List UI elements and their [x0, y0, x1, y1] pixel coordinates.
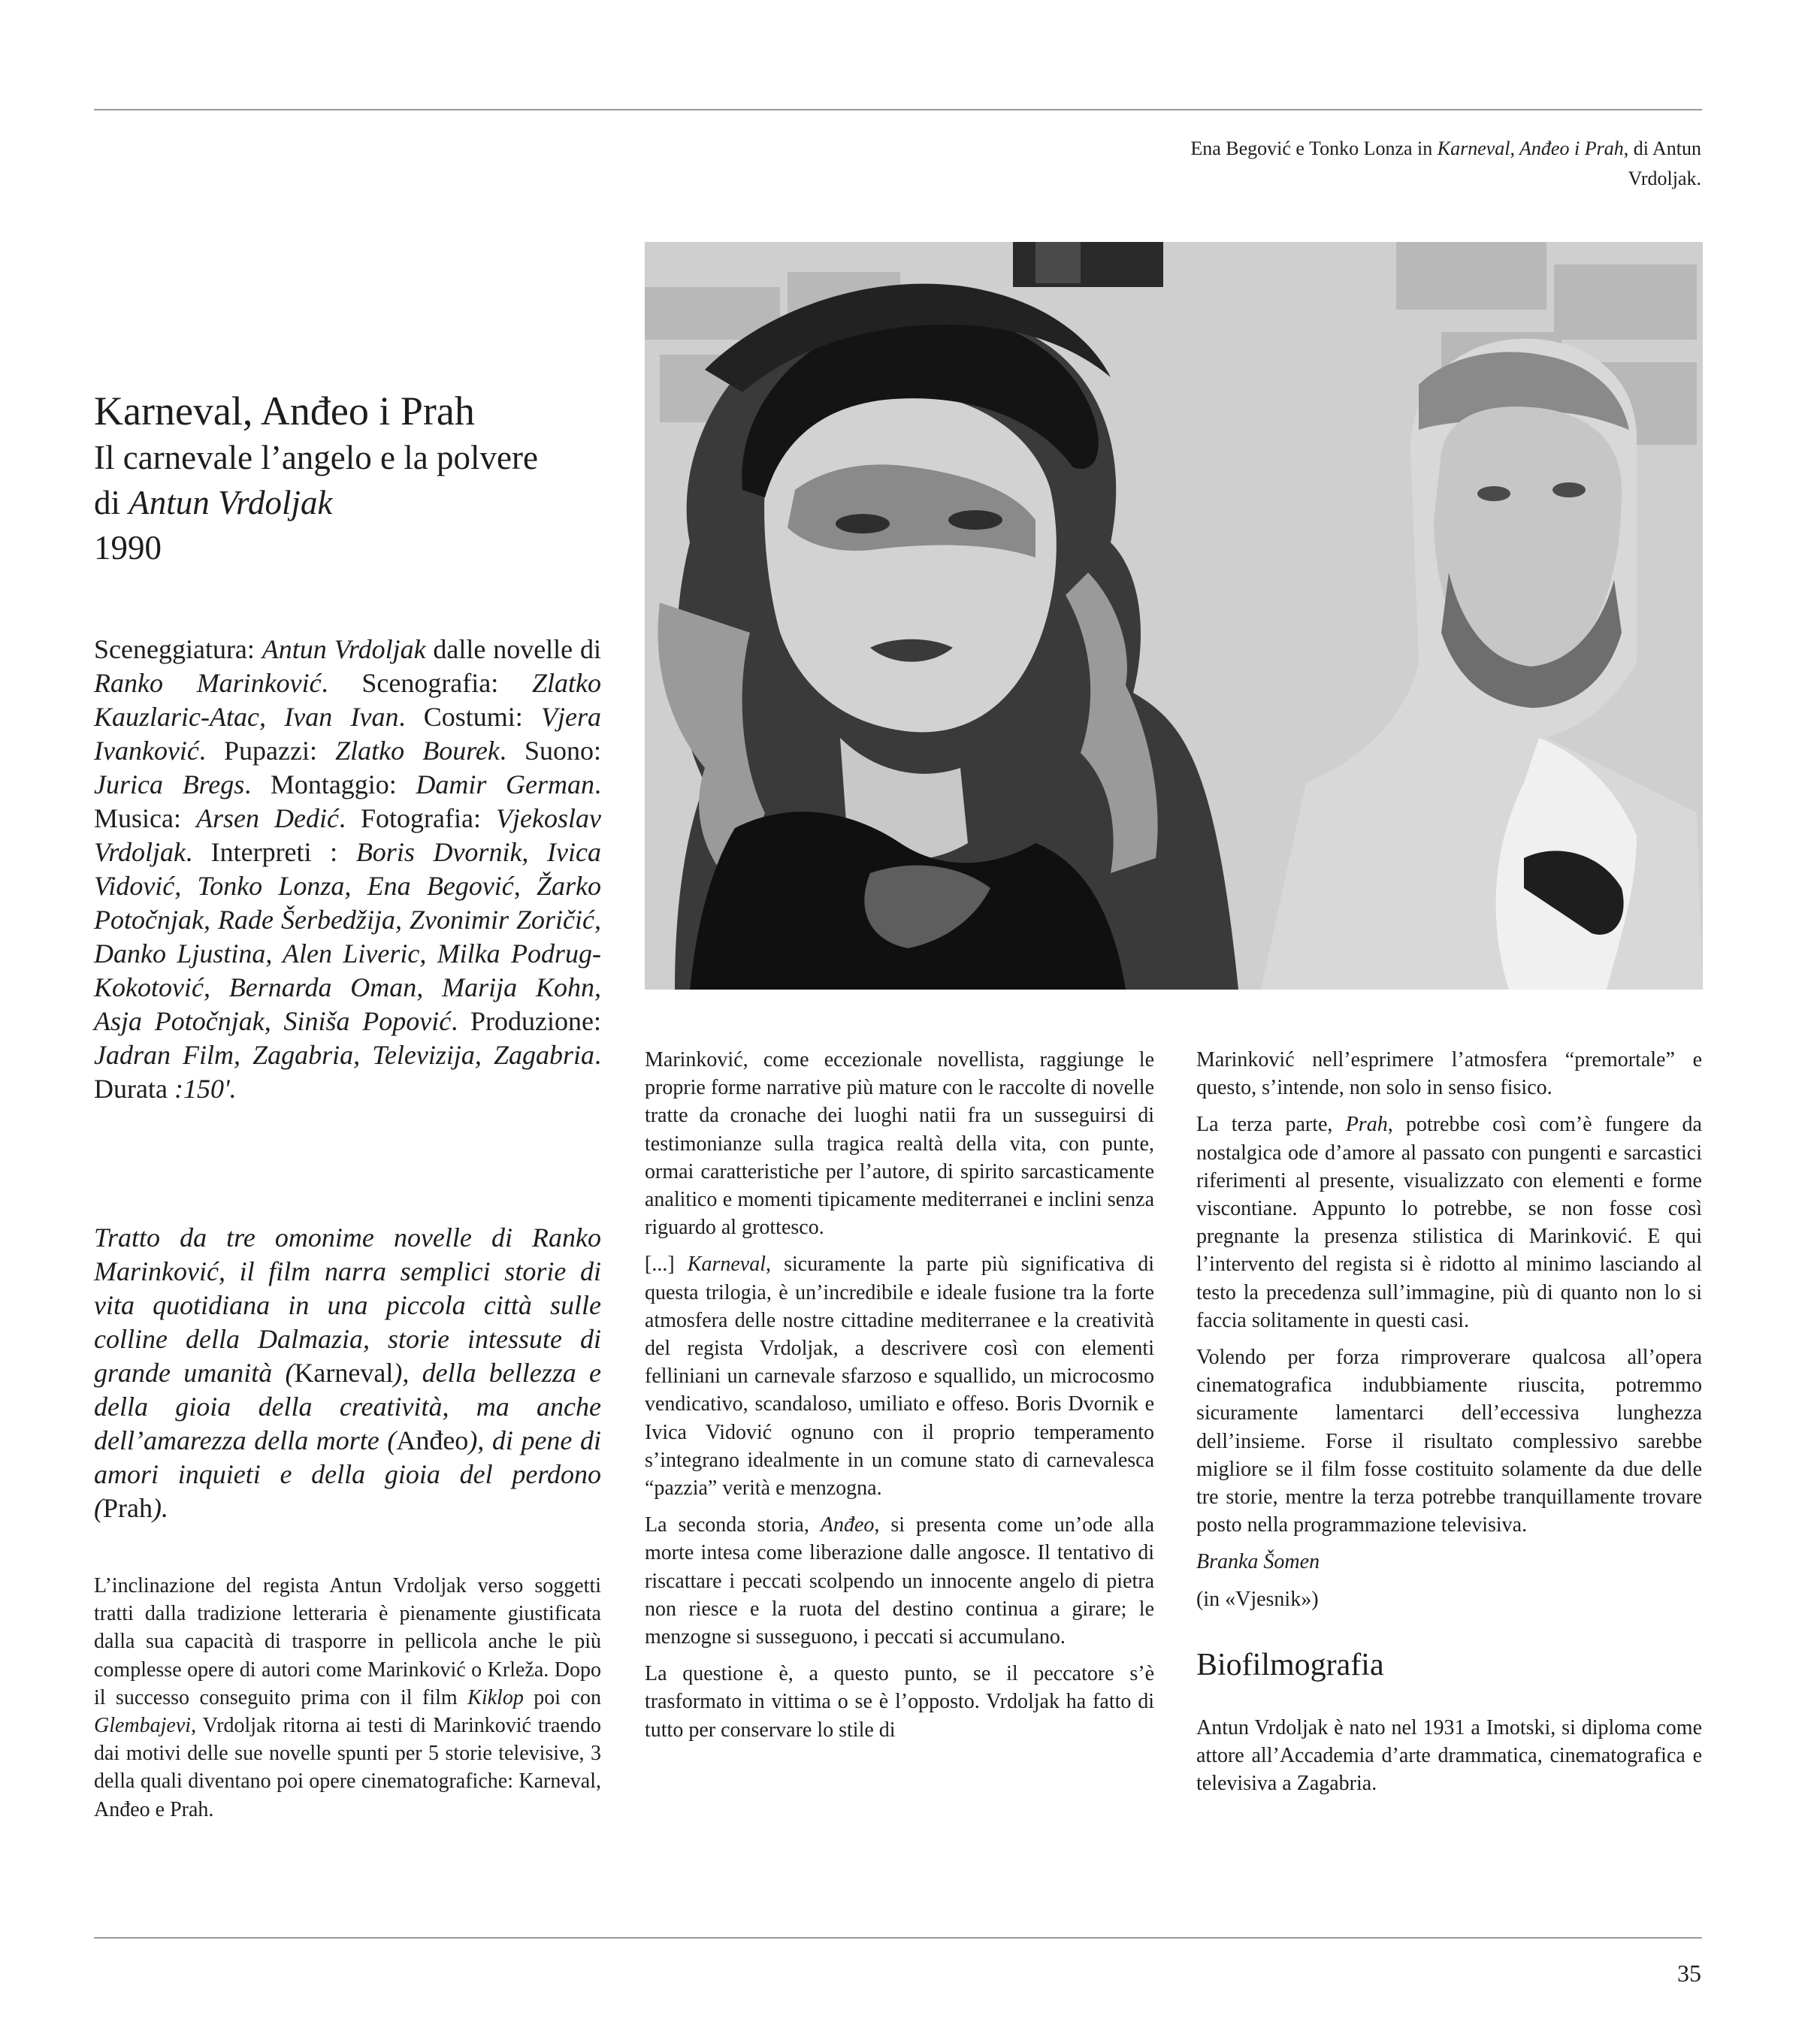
credits-run: . Scenografia: — [321, 668, 532, 698]
credits-run: Ranko Marinković — [94, 668, 322, 698]
intro-run: poi con — [523, 1685, 601, 1709]
film-title: Karneval, Anđeo i Prah — [94, 388, 475, 434]
review-paragraph — [645, 1046, 1154, 1241]
review-paragraph-run: Karneval — [687, 1253, 766, 1277]
credits-run: Jadran Film, Zagabria, Televizija, Zagabria — [94, 1040, 594, 1070]
caption-text: Ena Begović e Tonko Lonza in — [1190, 138, 1438, 159]
review-paragraph-run: Anđeo — [820, 1513, 875, 1537]
intro-run: L’inclinazione del regista Antun Vrdoljak verso soggetti tratti dalla tradizione letteraria è pienamente giustificata dalla sua capacità di trasporre in pellicola anche le più complesse opere di autori come Marinković o Krleža. Dopo il successo conseguito prima con il film — [94, 1574, 601, 1709]
caption-film-title: Karneval, Anđeo i Prah — [1437, 138, 1624, 159]
film-director-line — [94, 480, 612, 525]
top-rule — [94, 109, 1702, 110]
film-title-block — [94, 387, 612, 570]
review-paragraph — [1196, 1111, 1702, 1334]
biofilmografia-heading: Biofilmografia — [1196, 1647, 1384, 1682]
bottom-rule — [94, 1937, 1702, 1939]
film-director: Antun Vrdoljak — [128, 484, 333, 521]
review-paragraph — [1196, 1343, 1702, 1539]
synopsis-run: ). — [153, 1493, 168, 1523]
credits-run: Zlatko Bourek — [335, 736, 500, 766]
review-paragraph-run: Prah — [1345, 1113, 1388, 1137]
credits-run: Vjera Ivanković — [94, 702, 602, 766]
intro-paragraph — [94, 1572, 601, 1824]
intro-run: Glembajevi — [94, 1714, 192, 1738]
review-author: Branka Šomen — [1196, 1550, 1320, 1574]
review-paragraph — [645, 1511, 1154, 1651]
review-paragraph-run: La questione è, a questo punto, se il peccatore s’è trasformato in vittima o se è l’opposto. Vrdoljak ha fatto di tutto per conservare lo stile di — [645, 1662, 1154, 1742]
review-paragraph-run: , sicuramente la parte più significativa di questa trilogia, è un’incredibile e ideale fusione tra la forte atmosfera delle nostre cittadine mediterranee e la creatività del regista Vrdoljak, a descrivere così con elementi felliniani un carnevale sfarzoso e squallido, un microcosmo vendicativo, scandaloso, umiliato e offeso. Boris Dvornik e Ivica Vidović ognuno con il proprio temperamento s’integrano idealmente in un comune stato di carnevalesca “pazzia” verità e menzogna. — [645, 1253, 1154, 1501]
credits-run: . Pupazzi: — [198, 736, 336, 766]
film-year: 1990 — [94, 529, 162, 567]
film-still-image — [645, 242, 1703, 990]
review-paragraph-run: La seconda storia, — [645, 1513, 821, 1537]
page-number: 35 — [1677, 1960, 1701, 1987]
credits-run: . Musica: — [94, 769, 601, 833]
review-paragraph-run: [...] — [645, 1253, 688, 1277]
synopsis-run: Tratto da tre omonime novelle di Ranko Marinković, il film narra semplici storie di vita quotidiana in una piccola città sulle colline della Dalmazia, storie intessute di grande umanità ( — [94, 1223, 601, 1388]
biofilmografia-text: Antun Vrdoljak è nato nel 1931 a Imotski, si diploma come attore all’Accademia d’arte drammatica, cinematografica e televisiva a Zagabria. — [1196, 1715, 1702, 1796]
credits-run: Damir German — [416, 769, 594, 799]
credits-run: Zlatko Kauzlaric-Atac, Ivan Ivan — [94, 668, 601, 732]
intro-run: Kiklop — [467, 1685, 524, 1709]
synopsis-run: Prah — [103, 1493, 153, 1523]
credits-run: . Durata — [94, 1040, 601, 1104]
credits-run: . Fotografia: — [339, 803, 497, 833]
synopsis-run: ), della bellezza e della gioia della creatività, ma anche dell’amarezza della morte ( — [94, 1358, 601, 1455]
review-paragraph-run: , potrebbe così com’è fungere da nostalgica ode d’amore al passato con pungenti e sarcastici riferimenti al presente, visualizzato con elementi e forme viscontiane. Appunto lo potrebbe, se non fosse così pregnante la presenza stilistica di Marinković. E qui l’intervento del regista si è ridotto al minimo lasciando al testo la precedenza sull’immagine, più di quanto non lo si faccia solitamente in questi casi. — [1196, 1113, 1702, 1332]
credits-run: Boris Dvornik, Ivica Vidović, Tonko Lonza, Ena Begović, Žarko Potočnjak, Rade Šerbedžija, Zvonimir Zoričić, Danko Ljustina, Alen Liveric, Milka Podrug-Kokotović, Bernarda Oman, Marija Kohn, Asja Potočnjak, Siniša Popović — [94, 837, 601, 1036]
review-column-right — [1196, 1046, 1702, 1797]
synopsis-run: ), di pene di amori inquieti e della gioia del perdono ( — [94, 1425, 601, 1523]
caption-text-end: , di Antun Vrdoljak. — [1623, 138, 1701, 189]
synopsis-paragraph — [94, 1221, 601, 1525]
director-prefix: di — [94, 484, 129, 521]
credits-run: Vjekoslav Vrdoljak — [94, 803, 601, 867]
credits-run: . Interpreti : — [185, 837, 356, 867]
review-column-middle — [645, 1046, 1154, 1753]
synopsis-run: Karneval — [294, 1358, 394, 1388]
credits-run: . Montaggio: — [244, 769, 416, 799]
review-paragraph-run: La terza parte, — [1196, 1113, 1346, 1137]
credits-run: dalle novelle di — [425, 634, 601, 664]
credits-run: Antun Vrdoljak — [262, 634, 426, 664]
review-paragraph — [645, 1250, 1154, 1502]
film-still-photo — [645, 242, 1703, 990]
credits-run: :150'. — [174, 1074, 237, 1104]
credits-run: Sceneggiatura: — [94, 634, 262, 664]
review-paragraph-run: Marinković nell’esprimere l’atmosfera “premortale” e questo, s’intende, non solo in senso fisico. — [1196, 1048, 1702, 1100]
intro-run: , Vrdoljak ritorna ai testi di Marinković traendo dai motivi delle sue novelle spunti per 5 storie televisive, 3 della quali diventano poi opere cinematografiche: Karneval, Anđeo e Prah. — [94, 1714, 601, 1821]
credits-run: Jurica Bregs — [94, 769, 245, 799]
credits-run: . Suono: — [499, 736, 601, 766]
review-paragraph-run: Marinković, come eccezionale novellista, raggiunge le proprie forme narrative più mature con le raccolte di novelle tratte da cronache dei luoghi natii fra un susseguirsi di testimonianze sulla tragica realtà della vita, con punte, ormai caratteristiche per l’autore, di spirito sarcasticamente analitico e momenti tipicamente mediterranei e inclini senza riguardo al grottesco. — [645, 1048, 1154, 1240]
review-paragraph-run: , si presenta come un’ode alla morte intesa come liberazione dalle angosce. Il tentativo di riscattare i peccati scolpendo un innocente angelo di pietra non riesce e la ruota del destino continua a girare; le menzogne si susseguono, i peccati si accumulano. — [645, 1513, 1154, 1649]
credits-run: . Costumi: — [398, 702, 542, 732]
credits-run: Arsen Dedić — [196, 803, 339, 833]
review-paragraph — [1196, 1046, 1702, 1102]
credits-run: . Produzione: — [451, 1006, 601, 1036]
synopsis-run: Anđeo — [396, 1425, 469, 1455]
review-paragraph — [645, 1660, 1154, 1744]
review-source: (in «Vjesnik») — [1196, 1587, 1319, 1611]
review-paragraph-run: Volendo per forza rimproverare qualcosa all’opera cinematografica indubbiamente riuscita, potremmo sicuramente lamentarci dell’eccessiva lunghezza dell’insieme. Forse il risultato complessivo sarebbe migliore se il film fosse costituito solamente da due delle tre storie, mentre la terza potrebbe tranquillamente trovare posto nella programmazione televisiva. — [1196, 1346, 1702, 1537]
review-paragraphs — [1196, 1046, 1702, 1539]
credits-paragraph — [94, 633, 601, 1106]
photo-caption — [1175, 134, 1701, 194]
film-subtitle: Il carnevale l’angelo e la polvere — [94, 439, 538, 476]
